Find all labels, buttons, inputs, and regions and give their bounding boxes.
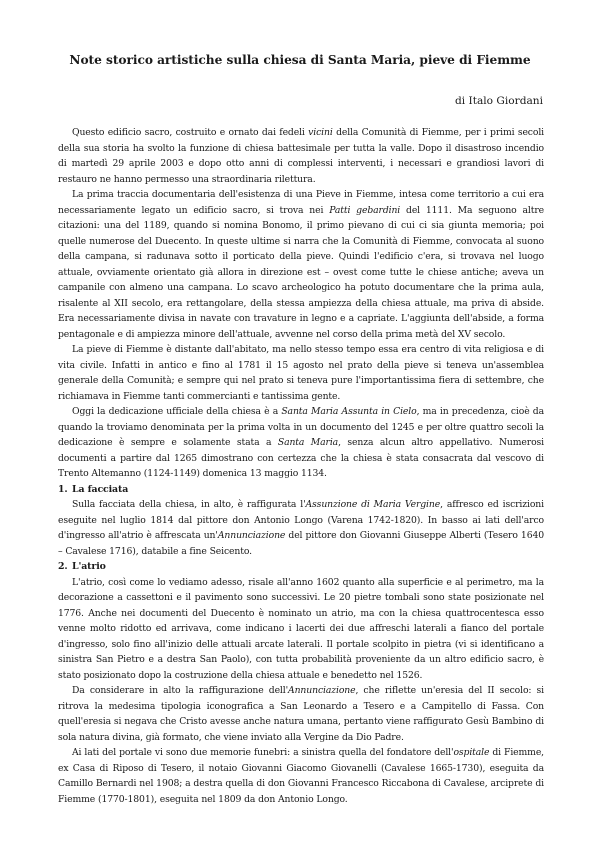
document-title: Note storico artistiche sulla chiesa di Santa Maria, pieve di Fiemme — [69, 53, 531, 67]
document-body — [58, 125, 544, 807]
atrio-paragraph-3: Ai lati del portale vi sono due memorie funebri: a sinistra quella del fondatore dell'ospitale di Fiemme, ex Casa di Riposo di Tesero, il notaio Giovanni Giacomo Giovanelli (Cavalese 1665-1730), eseguita da Camillo Bernardi nel 1908; a destra quella di don Giovanni Francesco Riccabona di Cavalese, arciprete di Fiemme (1770-1801), eseguita nel 1809 da don Antonio Longo. — [58, 747, 544, 805]
intro-paragraph-4: Oggi la dedicazione ufficiale della chiesa è a Santa Maria Assunta in Cielo, ma in precedenza, cioè da quando la troviamo denominata per la prima volta in un documento del 1245 e per oltre quattro secoli la dedicazione è sempre e solamente stata a Santa Maria, senza alcun altro appellativo. Numerosi documenti a partire dal 1265 dimostrano con certezza che la chiesa è stata consacrata dal vescovo di Trento Altemanno (1124-1149) domenica 13 maggio 1134. — [58, 406, 545, 479]
document-author: di Italo Giordani — [454, 95, 543, 107]
section-heading-facciata: 1. La facciata — [58, 483, 129, 495]
facciata-paragraph: Sulla facciata della chiesa, in alto, è raffigurata l'Assunzione di Maria Vergine, affresco ed iscrizioni eseguite nel luglio 1814 dal pittore don Antonio Longo (Varena 1742-1820). In basso ai lati dell'arco d'ingresso all'atrio è affrescata un'Annunciazione del pittore don Giovanni Giuseppe Alberti (Tesero 1640 – Cavalese 1716), databile a fine Seicento. — [58, 499, 544, 557]
intro-paragraph-1: Questo edificio sacro, costruito e ornato dai fedeli vicini della Comunità di Fiemme, per i primi secoli della sua storia ha svolto la funzione di chiesa battesimale per tutta la valle. Dopo il disastroso incendio di martedì 29 aprile 2003 e dopo otto anni di complessi interventi, i necessari e grandiosi lavori di restauro ne hanno permesso una straordinaria rilettura. — [58, 127, 544, 185]
intro-paragraph-2: La prima traccia documentaria dell'esistenza di una Pieve in Fiemme, intesa come territorio a cui era necessariamente legato un edificio sacro, si trova nei Patti gebardini del 1111. Ma seguono altre citazioni: una del 1189, quando si nomina Bonomo, il primo pievano di cui ci sia giunta memoria; poi quelle numerose del Duecento. In queste ultime si narra che la Comunità di Fiemme, convocata al suono della campana, si radunava sotto il porticato della pieve. Quindi l'edificio c'era, si trovava nel luogo attuale, ovviamente orientato già allora in direzione est – ovest come tutte le chiese antiche; aveva un campanile con almeno una campana. Lo scavo archeologico ha potuto documentare che la prima aula, risalente al XII secolo, era rettangolare, della stessa ampiezza della chiesa attuale, ma priva di abside. Era necessariamente divisa in navate con travature in legno e a capriate. L'aggiunta dell'abside, a forma pentagonale e di ampiezza minore dell'attuale, avvenne nel corso della prima metà del XV secolo. — [58, 189, 544, 340]
atrio-paragraph-1: L'atrio, così come lo vediamo adesso, risale all'anno 1602 quanto alla superficie e al perimetro, ma la decorazione a cassettoni e il pavimento sono successivi. Le 20 pietre tombali sono state posizionate nel 1776. Anche nei documenti del Duecento è nominato un atrio, ma con la chiesa quattrocentesca esso venne molto ridotto ed arrivava, come indicano i lacerti dei due affreschi laterali a fianco del portale d'ingresso, solo fino all'inizio delle attuali arcate laterali. Il portale scolpito in pietra (vi si identificano a sinistra San Pietro e a destra San Paolo), con tutta probabilità proveniente da un altro edificio sacro, è stato posizionato dopo la costruzione della chiesa attuale e benedetto nel 1526. — [58, 576, 544, 681]
intro-paragraph-3: La pieve di Fiemme è distante dall'abitato, ma nello stesso tempo essa era centro di vita religiosa e di vita civile. Infatti in antico e fino al 1781 il 15 agosto nel prato della pieve si teneva un'assemblea generale della Comunità; e sempre qui nel prato si teneva pure l'importantissima fiera di settembre, che richiamava in Fiemme tanti commercianti e tantissima gente. — [58, 344, 544, 402]
section-heading-atrio: 2. L'atrio — [58, 561, 106, 572]
atrio-paragraph-2: Da considerare in alto la raffigurazione dell'Annunciazione, che riflette un'eresia del II secolo: si ritrova la medesima tipologia iconografica a San Leonardo a Tesero e a Campitello di Fassa. Con quell'eresia si negava che Cristo avesse anche natura umana, pertanto viene raffigurato Gesù Bambino di sola natura divina, già formato, che viene inviato alla Vergine da Dio Padre. — [58, 685, 544, 743]
